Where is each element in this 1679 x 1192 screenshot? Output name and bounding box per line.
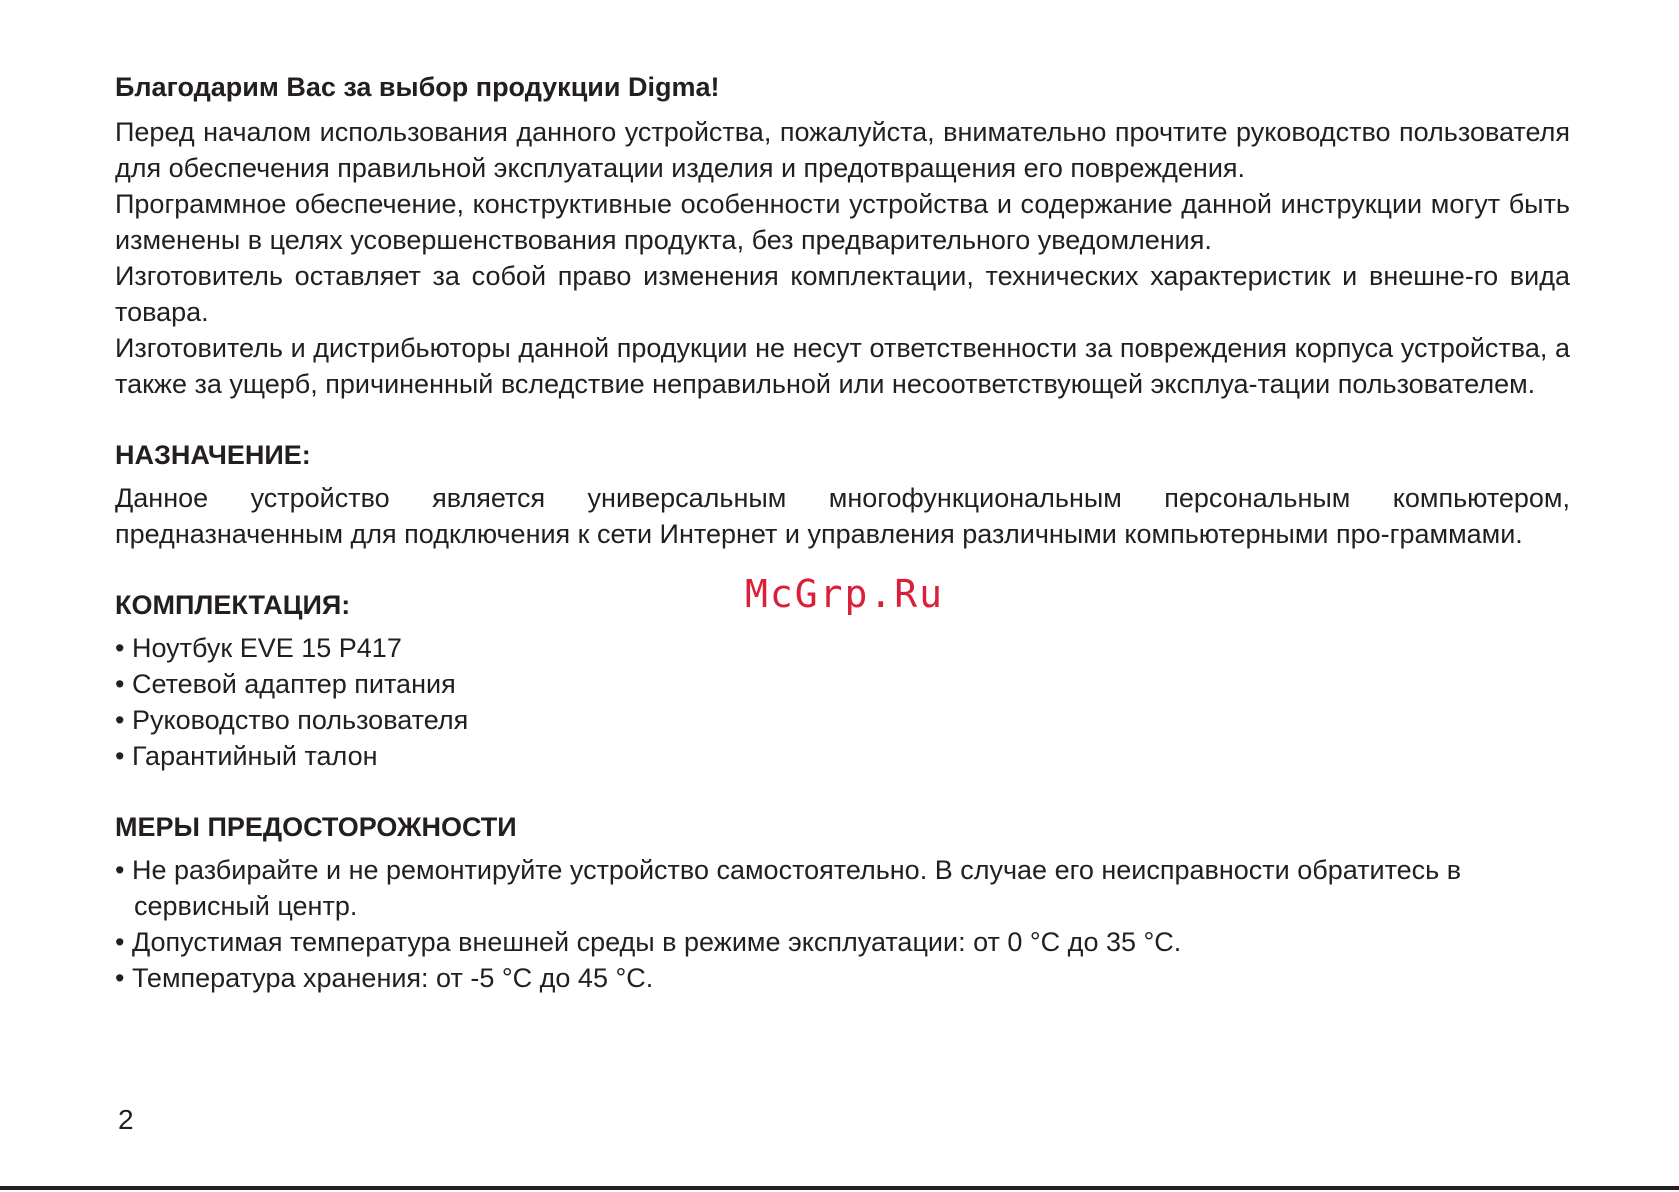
package-list: [115, 630, 1570, 774]
purpose-heading: НАЗНАЧЕНИЕ:: [115, 440, 311, 470]
list-item: • Допустимая температура внешней среды в режиме эксплуатации: от 0 °C до 35 °C.: [115, 927, 1182, 957]
intro-paragraph: Программное обеспечение, конструктивные особенности устройства и содержание данной инструкции могут быть изменены в целях усовершенствования продукта, без предварительного уведомления.: [115, 189, 1570, 255]
intro-paragraph: Изготовитель и дистрибьюторы данной продукции не несут ответственности за повреждения корпуса устройства, а также за ущерб, причиненный вследствие неправильной или несоответствующей эксплуа-тации пользователем.: [115, 333, 1570, 399]
intro-section: [115, 114, 1570, 402]
purpose-section: [115, 436, 1570, 552]
precautions-heading: МЕРЫ ПРЕДОСТОРОЖНОСТИ: [115, 812, 517, 842]
precautions-section: [115, 808, 1570, 996]
intro-paragraph: Перед началом использования данного устройства, пожалуйста, внимательно прочтите руководство пользователя для обеспечения правильной эксплуатации изделия и предотвращения его повреждения.: [115, 117, 1570, 183]
list-item: • Гарантийный талон: [115, 741, 378, 771]
precautions-list: [115, 852, 1570, 996]
bottom-rule: [0, 1186, 1679, 1190]
list-item: • Руководство пользователя: [115, 705, 469, 735]
package-heading: КОМПЛЕКТАЦИЯ:: [115, 590, 351, 620]
page-number: 2: [118, 1104, 134, 1135]
document-page: [115, 68, 1570, 996]
watermark: McGrp.Ru: [745, 572, 945, 616]
list-item: • Не разбирайте и не ремонтируйте устройство самостоятельно. В случае его неисправности обратитесь в сервисный центр.: [115, 855, 1462, 921]
purpose-text: Данное устройство является универсальным многофункциональным персональным компьютером, предназначенным для подключения к сети Интернет и управления различными компьютерными про-граммами.: [115, 483, 1570, 549]
list-item: • Температура хранения: от -5 °C до 45 °C.: [115, 963, 654, 993]
document-title: Благодарим Вас за выбор продукции Digma!: [115, 72, 720, 102]
list-item: • Сетевой адаптер питания: [115, 669, 456, 699]
intro-paragraph: Изготовитель оставляет за собой право изменения комплектации, технических характеристик и внешне-го вида товара.: [115, 261, 1570, 327]
list-item: • Ноутбук EVE 15 P417: [115, 633, 402, 663]
